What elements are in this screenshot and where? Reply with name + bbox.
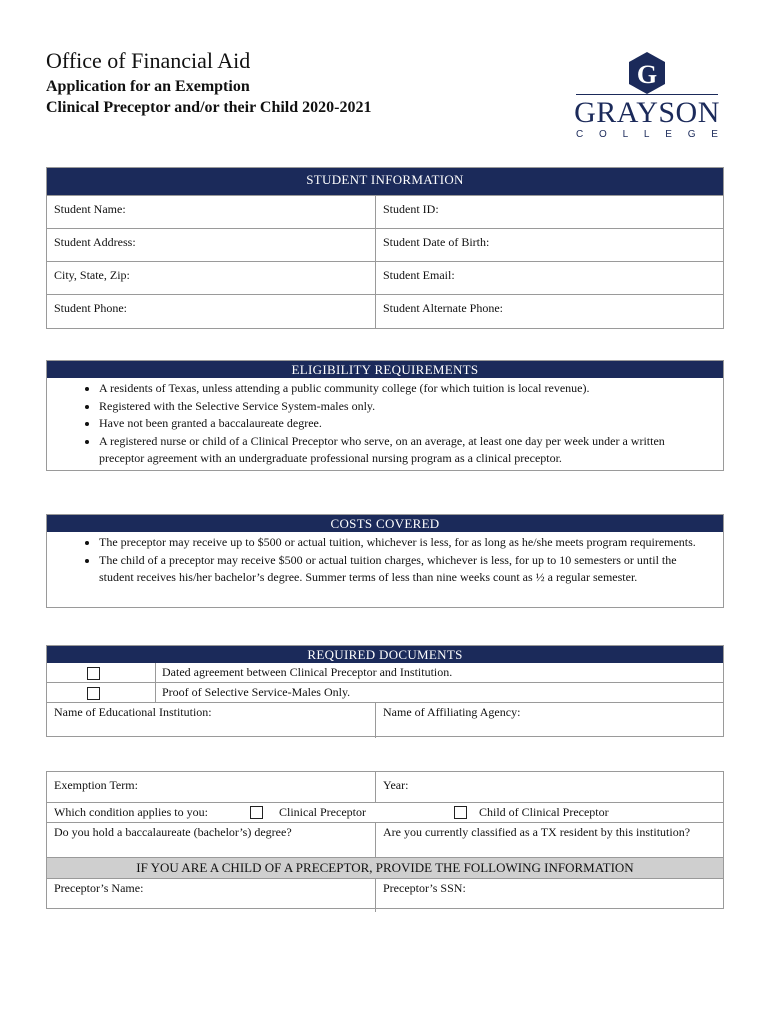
student-id-field[interactable]: Student ID: [375, 196, 723, 228]
agreement-label: Dated agreement between Clinical Preceptor and Institution. [155, 663, 723, 682]
student-info-row [47, 261, 723, 294]
required-documents-section [46, 645, 724, 737]
list-item: • Have not been granted a baccalaureate degree. [99, 415, 709, 433]
selective-service-label: Proof of Selective Service-Males Only. [155, 683, 723, 702]
student-name-field[interactable]: Student Name: [54, 202, 126, 216]
student-info-row [47, 195, 723, 228]
student-information-section [46, 167, 724, 329]
city-state-zip-field[interactable]: City, State, Zip: [54, 268, 130, 282]
checkbox-cell [47, 683, 155, 702]
preceptor-ssn-field[interactable]: Preceptor’s SSN: [375, 879, 723, 912]
office-title: Office of Financial Aid [46, 48, 251, 73]
condition-question [47, 803, 723, 822]
logo-name: GRAYSON [574, 96, 720, 129]
selective-service-checkbox[interactable] [87, 687, 100, 700]
student-phone-field[interactable]: Student Phone: [54, 301, 128, 315]
list-item: • A registered nurse or child of a Clinical Preceptor who serve, on an average, at least one day per week under a written preceptor agreement with an undergraduate professional nursing program as a clinical preceptor. [99, 433, 709, 468]
exemption-term-field[interactable]: Exemption Term: [54, 778, 138, 792]
form-title [46, 76, 371, 118]
logo-college-word [576, 129, 718, 140]
child-of-preceptor-checkbox[interactable] [454, 806, 467, 819]
form-title-line2: Clinical Preceptor and/or their Child 2020-2021 [46, 99, 372, 116]
clinical-preceptor-checkbox[interactable] [250, 806, 263, 819]
logo-letter: L [643, 129, 650, 140]
student-alt-phone-field[interactable]: Student Alternate Phone: [375, 295, 723, 328]
logo-letter: L [622, 129, 629, 140]
logo-letter: E [711, 129, 718, 140]
exemption-term-row [47, 772, 723, 802]
condition-row [47, 802, 723, 822]
document-checklist-row [47, 663, 723, 682]
list-item: • Registered with the Selective Service System-males only. [99, 398, 709, 416]
list-item: • The preceptor may receive up to $500 or actual tuition, whichever is less, for as long as he/she meets program requirements. [99, 534, 709, 552]
student-information-heading: STUDENT INFORMATION [47, 168, 723, 195]
student-address-field[interactable]: Student Address: [54, 235, 136, 249]
degree-residency-row [47, 822, 723, 857]
document-checklist-row [47, 682, 723, 702]
list-item: • The child of a preceptor may receive $500 or actual tuition charges, whichever is less, for up to 10 semesters or until the student receives his/her bachelor’s degree. Summer terms of less than nine weeks count as ½ a regular semester. [99, 552, 709, 587]
exemption-section [46, 771, 724, 909]
logo-letter: O [599, 129, 607, 140]
tx-resident-question[interactable]: Are you currently classified as a TX resident by this institution? [375, 823, 723, 857]
preceptor-info-row [47, 878, 723, 912]
eligibility-list [47, 378, 723, 472]
student-dob-field[interactable]: Student Date of Birth: [375, 229, 723, 261]
costs-covered-section [46, 514, 724, 608]
required-documents-heading: REQUIRED DOCUMENTS [47, 646, 723, 663]
preceptor-name-field[interactable]: Preceptor’s Name: [54, 881, 144, 895]
student-info-row [47, 294, 723, 328]
student-info-row [47, 228, 723, 261]
form-title-line1: Application for an Exemption [46, 78, 250, 95]
baccalaureate-question[interactable]: Do you hold a baccalaureate (bachelor’s) degree? [54, 825, 292, 839]
clinical-preceptor-option-label: Clinical Preceptor [279, 805, 366, 819]
logo-letter: G [687, 129, 696, 140]
agreement-checkbox[interactable] [87, 667, 100, 680]
college-logo [572, 50, 722, 140]
institution-row [47, 702, 723, 738]
list-item: • A residents of Texas, unless attending a public community college (for which tuition is local revenue). [99, 380, 709, 398]
condition-label: Which condition applies to you: [54, 805, 208, 819]
eligibility-section [46, 360, 724, 471]
educational-institution-field[interactable]: Name of Educational Institution: [54, 705, 212, 719]
logo-monogram-shield [572, 50, 722, 94]
costs-covered-heading: COSTS COVERED [47, 515, 723, 532]
year-field[interactable]: Year: [375, 772, 723, 802]
child-of-preceptor-option-label: Child of Clinical Preceptor [479, 805, 609, 819]
eligibility-heading: ELIGIBILITY REQUIREMENTS [47, 361, 723, 378]
costs-list [47, 532, 723, 591]
child-of-preceptor-heading [47, 857, 723, 878]
child-heading-text: IF YOU ARE A CHILD OF A PRECEPTOR, PROVIDE THE FOLLOWING INFORMATION [136, 860, 634, 875]
student-email-field[interactable]: Student Email: [375, 262, 723, 294]
checkbox-cell [47, 663, 155, 682]
logo-letter: C [576, 129, 584, 140]
affiliating-agency-field[interactable]: Name of Affiliating Agency: [375, 703, 723, 738]
logo-letter: E [665, 129, 672, 140]
logo-divider [576, 94, 718, 95]
logo-monogram: G [636, 60, 658, 89]
